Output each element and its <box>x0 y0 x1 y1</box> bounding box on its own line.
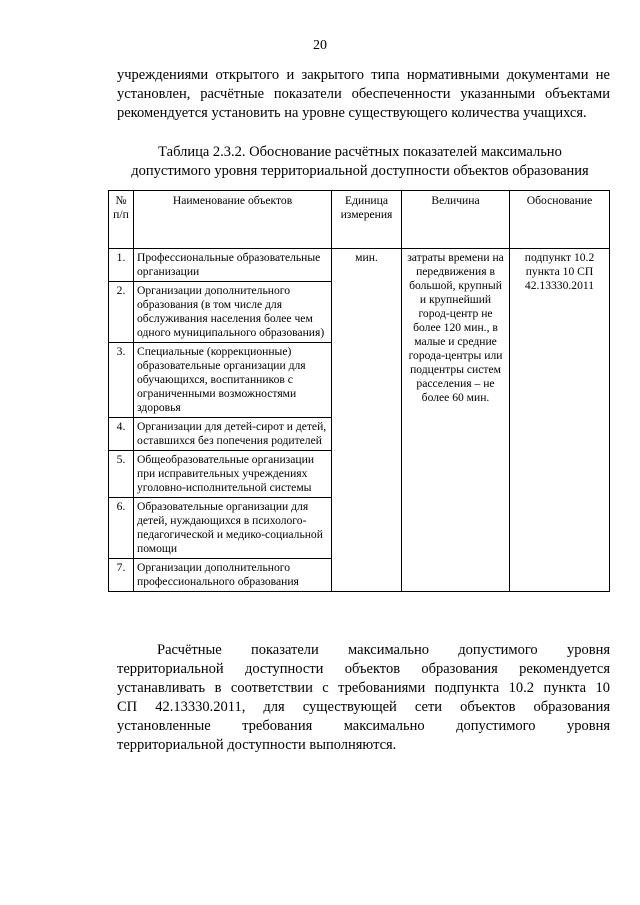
object-name: Специальные (коррекционные) образовательные организации для обучающихся, воспитанников с ограниченными возможностями здоровья <box>134 343 332 418</box>
intro-line: установлен, расчётные показатели обеспеченности указанными объектами <box>117 86 610 102</box>
row-number: 5. <box>109 451 134 498</box>
table-header-row <box>109 191 610 249</box>
row-number: 7. <box>109 559 134 592</box>
header-num: № п/п <box>109 191 134 249</box>
conclusion-paragraph <box>117 641 610 755</box>
justification-table <box>108 190 610 592</box>
conclusion-line: территориальной доступности выполняются. <box>117 737 397 753</box>
row-number: 3. <box>109 343 134 418</box>
table-caption <box>95 143 625 181</box>
conclusion-line: устанавливать в соответствии с требованиями подпункта 10.2 пункта 10 <box>117 680 610 696</box>
object-name: Организации дополнительного образования (в том числе для обслуживания населения более чем одного муниципального образования) <box>134 282 332 343</box>
object-name: Профессиональные образовательные организации <box>134 249 332 282</box>
table-row <box>109 249 610 282</box>
unit-cell: мин. <box>332 249 402 592</box>
page-number: 20 <box>313 38 327 53</box>
conclusion-line: СП 42.13330.2011, для существующей сети объектов образования <box>117 699 610 715</box>
conclusion-line: территориальной доступности объектов образования рекомендуется <box>117 661 610 677</box>
row-number: 1. <box>109 249 134 282</box>
intro-line: рекомендуется установить на уровне существующего количества учащихся. <box>117 105 587 121</box>
basis-cell: подпункт 10.2 пункта 10 СП 42.13330.2011 <box>510 249 610 592</box>
header-basis: Обоснование <box>510 191 610 249</box>
object-name: Организации для детей-сирот и детей, оставшихся без попечения родителей <box>134 418 332 451</box>
conclusion-line: установленные требования максимально допустимого уровня <box>117 718 610 734</box>
value-cell: затраты времени на передвижения в большой, крупный и крупнейший город-центр не более 120 мин., в малые и средние города-центры или подцентры систем расселения – не более 60 мин. <box>402 249 510 592</box>
object-name: Организации дополнительного профессионального образования <box>134 559 332 592</box>
row-number: 4. <box>109 418 134 451</box>
header-name: Наименование объектов <box>134 191 332 249</box>
object-name: Общеобразовательные организации при исправительных учреждениях уголовно-исполнительной системы <box>134 451 332 498</box>
row-number: 6. <box>109 498 134 559</box>
intro-paragraph <box>117 66 610 123</box>
row-number: 2. <box>109 282 134 343</box>
table-caption-line: Таблица 2.3.2. Обоснование расчётных показателей максимально <box>158 144 562 160</box>
header-unit: Единица измерения <box>332 191 402 249</box>
intro-line: учреждениями открытого и закрытого типа нормативными документами не <box>117 67 610 83</box>
conclusion-line: Расчётные показатели максимально допустимого уровня <box>157 642 610 658</box>
table-caption-line: допустимого уровня территориальной доступности объектов образования <box>131 163 589 179</box>
header-value: Величина <box>402 191 510 249</box>
object-name: Образовательные организации для детей, нуждающихся в психолого-педагогической и медико-социальной помощи <box>134 498 332 559</box>
